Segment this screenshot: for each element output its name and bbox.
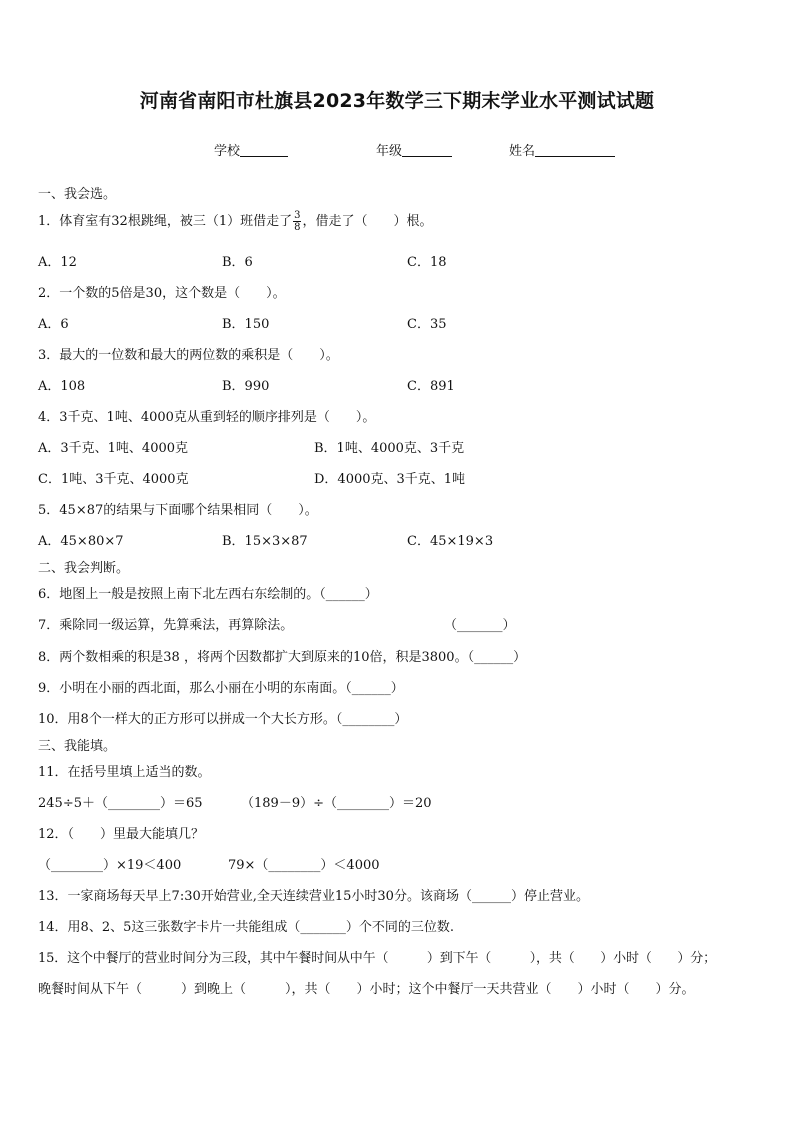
q5-option-b: B．15×3×87 [222, 534, 308, 549]
q5-option-c: C．45×19×3 [407, 534, 494, 549]
question-1 [38, 210, 432, 233]
q5-option-a: A．45×80×7 [38, 534, 124, 549]
grade-field [376, 140, 452, 159]
question-15-line-1: 15．这个中餐厅的营业时间分为三段，其中午餐时间从中午（ ）到下午（ ），共（ ）小时（ ）分； [38, 951, 716, 966]
grade-label: 年级 [376, 144, 403, 159]
fraction-numerator: 3 [294, 210, 301, 221]
question-7-text: 7．乘除同一级运算，先算乘法，再算除法。 [38, 618, 294, 633]
question-2: 2．一个数的5倍是30，这个数是（ ）。 [38, 286, 286, 301]
q2-option-a: A．6 [38, 317, 69, 332]
question-15-line-2: 晚餐时间从下午（ ）到晚上（ ），共（ ）小时；这个中餐厅一天共营业（ ）小时（ ）分。 [38, 982, 695, 997]
q1-option-c: C．18 [407, 255, 447, 270]
q12-expression-1: （________）×19＜400 [38, 858, 182, 873]
question-3: 3．最大的一位数和最大的两位数的乘积是（ ）。 [38, 348, 339, 363]
question-1-text-after: ，借走了（ ）根。 [302, 214, 433, 229]
question-4: 4．3千克、1吨、4000克从重到轻的顺序排列是（ ）。 [38, 410, 376, 425]
question-7 [38, 614, 293, 633]
q3-option-a: A．108 [38, 379, 86, 394]
question-1-text-before: 1．体育室有32根跳绳，被三（1）班借走了 [38, 214, 293, 229]
q2-option-b: B．150 [222, 317, 270, 332]
school-label: 学校 [214, 144, 241, 159]
question-11: 11．在括号里填上适当的数。 [38, 765, 211, 780]
q4-option-c: C．1吨、3千克、4000克 [38, 472, 189, 487]
q12-expression-2: 79×（________）＜4000 [228, 858, 380, 873]
q1-option-a: A．12 [38, 255, 77, 270]
question-5: 5．45×87的结果与下面哪个结果相同（ ）。 [38, 503, 318, 518]
q2-option-c: C．35 [407, 317, 447, 332]
section-heading-3: 三、我能填。 [38, 739, 117, 754]
q3-option-b: B．990 [222, 379, 270, 394]
q1-option-b: B．6 [222, 255, 253, 270]
name-blank [535, 143, 615, 157]
q4-option-b: B．1吨、4000克、3千克 [314, 441, 465, 456]
question-14: 14．用8、2、5这三张数字卡片一共能组成（_______）个不同的三位数. [38, 920, 454, 935]
q4-option-a: A．3千克、1吨、4000克 [38, 441, 189, 456]
question-13: 13．一家商场每天早上7:30开始营业,全天连续营业15小时30分。该商场（______）停止营业。 [38, 889, 589, 904]
school-field [214, 140, 288, 159]
question-10: 10．用8个一样大的正方形可以拼成一个大长方形。（________） [38, 712, 408, 727]
q3-option-c: C．891 [407, 379, 455, 394]
section-heading-1: 一、我会选。 [38, 187, 117, 202]
question-6: 6．地图上一般是按照上南下北左西右东绘制的。（______） [38, 587, 378, 602]
name-label: 姓名 [509, 144, 536, 159]
q11-expression-2: （189－9）÷（________）＝20 [241, 796, 432, 811]
section-heading-2: 二、我会判断。 [38, 561, 130, 576]
q4-option-d: D．4000克、3千克、1吨 [314, 472, 466, 487]
fraction-three-eighths [293, 210, 301, 233]
fraction-denominator: 8 [294, 222, 301, 233]
page-title: 河南省南阳市杜旗县2023年数学三下期末学业水平测试试题 [139, 90, 655, 112]
question-12: 12．（ ）里最大能填几？ [38, 827, 205, 842]
q11-expression-1: 245÷5＋（________）＝65 [38, 796, 203, 811]
question-9: 9．小明在小丽的西北面，那么小丽在小明的东南面。（______） [38, 681, 404, 696]
question-8: 8．两个数相乘的积是38 ，将两个因数都扩大到原来的10倍，积是3800。（______） [38, 650, 527, 665]
name-field [509, 140, 615, 159]
question-7-answer-blank: （_______） [444, 618, 516, 633]
school-blank [240, 143, 288, 157]
grade-blank [402, 143, 452, 157]
